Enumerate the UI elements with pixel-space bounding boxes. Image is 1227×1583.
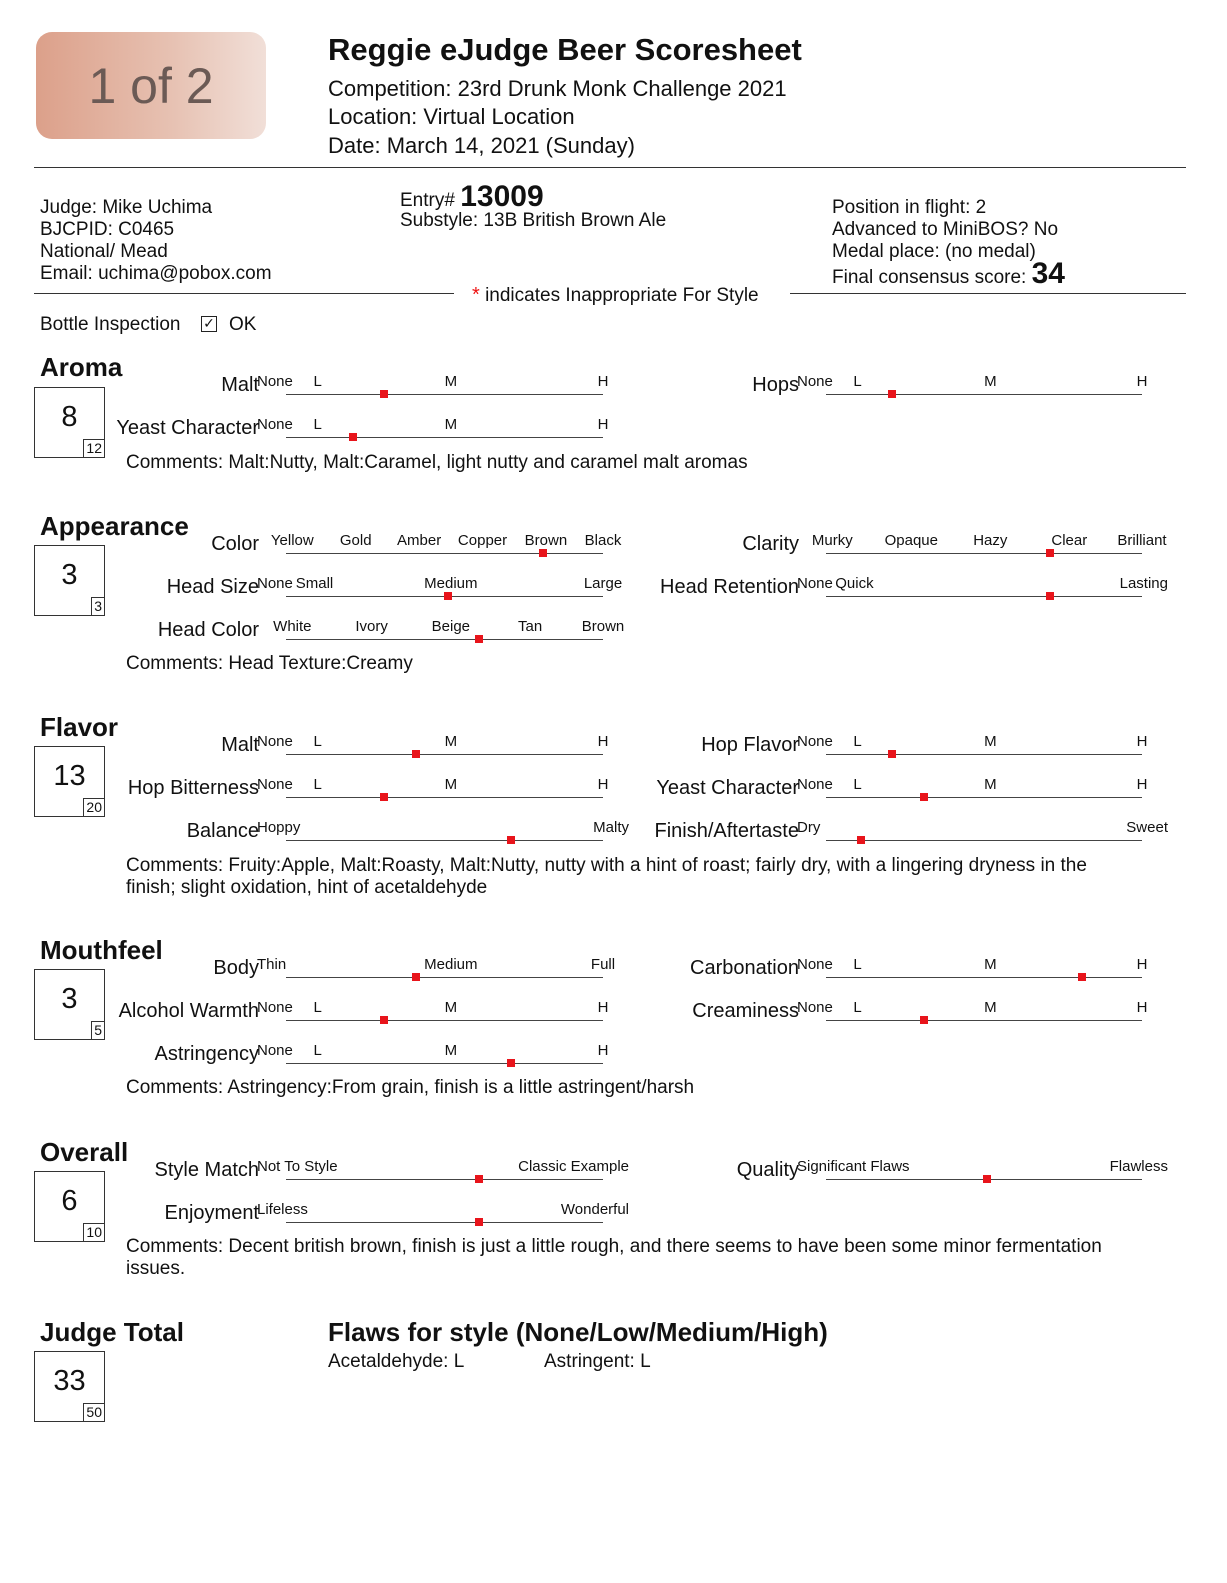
consensus-label: Final consensus score:: [832, 267, 1027, 288]
fl-yeast-marker[interactable]: [920, 793, 928, 801]
app-color-tick-brown: Brown: [524, 532, 568, 549]
ov-quality-label: Quality: [736, 1159, 799, 1181]
app-head-size-tick-none: None: [257, 575, 293, 592]
flavor-comments: Comments: Fruity:Apple, Malt:Roasty, Malt:Nutty, nutty with a hint of roast; fairly dry, with a lingering dryness in the finish; slight oxidation, hint of acetaldehyde: [126, 855, 1087, 898]
fl-hop-bitterness-marker[interactable]: [380, 793, 388, 801]
mf-carbonation-scale-line: [826, 977, 1142, 978]
fl-yeast-tick-l: L: [853, 776, 862, 793]
fl-finish-label: Finish/Aftertaste: [654, 820, 799, 842]
fl-balance-marker[interactable]: [507, 836, 515, 844]
aroma-malt-marker[interactable]: [380, 390, 388, 398]
aroma-yeast-marker[interactable]: [349, 433, 357, 441]
competition-name: Competition: 23rd Drunk Monk Challenge 2021: [328, 76, 787, 101]
appearance-comments: Comments: Head Texture:Creamy: [126, 653, 413, 674]
fl-hop-bitterness-tick-m: M: [444, 776, 458, 793]
mf-creaminess-tick-none: None: [797, 999, 833, 1016]
app-head-retention-marker[interactable]: [1046, 592, 1054, 600]
fl-hop-flavor-label: Hop Flavor: [701, 734, 799, 756]
header-divider: [34, 167, 1186, 168]
entry-number: 13009: [460, 180, 544, 213]
appearance-title: Appearance: [40, 511, 189, 541]
judge-total-title: Judge Total: [40, 1317, 184, 1347]
fl-balance-label: Balance: [186, 820, 259, 842]
mf-astringency-tick-l: L: [313, 1042, 322, 1059]
fl-balance-tick-malty: Malty: [593, 819, 629, 836]
aroma-hops-tick-none: None: [797, 373, 833, 390]
app-color-tick-gold: Gold: [339, 532, 372, 549]
app-clarity-marker[interactable]: [1046, 549, 1054, 557]
fl-hop-bitterness-tick-none: None: [257, 776, 293, 793]
aroma-yeast-tick-none: None: [257, 416, 293, 433]
app-head-retention-label: Head Retention: [660, 576, 799, 598]
fl-finish-tick-dry: Dry: [797, 819, 821, 836]
mf-astringency-tick-none: None: [257, 1042, 293, 1059]
page-badge: 1 of 2: [36, 32, 266, 139]
app-head-color-tick-tan: Tan: [517, 618, 543, 635]
app-head-retention-tick-quick: Quick: [835, 575, 874, 592]
overall-title: Overall: [40, 1137, 129, 1167]
fl-hop-bitterness-tick-l: L: [313, 776, 322, 793]
fl-yeast-scale-line: [826, 797, 1142, 798]
mf-carbonation-tick-h: H: [1136, 956, 1148, 973]
fl-yeast-tick-m: M: [984, 776, 997, 793]
ov-style-match-tick-classic-example: Classic Example: [518, 1158, 629, 1175]
aroma-hops-tick-m: M: [984, 373, 997, 390]
app-color-tick-amber: Amber: [397, 532, 442, 549]
fl-malt-marker[interactable]: [412, 750, 420, 758]
flavor-title: Flavor: [40, 712, 119, 742]
medal-place: Medal place: (no medal): [832, 241, 1036, 262]
fl-malt-tick-none: None: [257, 733, 293, 750]
app-head-color-label: Head Color: [157, 619, 259, 641]
fl-hop-flavor-tick-l: L: [853, 733, 862, 750]
legend-text: indicates Inappropriate For Style: [485, 285, 759, 306]
overall-comments: Comments: Decent british brown, finish is just a little rough, and there seems to have been some minor fermentation issues.: [126, 1236, 1102, 1279]
mf-astringency-marker[interactable]: [507, 1059, 515, 1067]
fl-malt-tick-h: H: [597, 733, 609, 750]
mf-alcohol-tick-m: M: [444, 999, 458, 1016]
judge-total-score: 33: [53, 1365, 86, 1397]
mf-carbonation-tick-none: None: [797, 956, 833, 973]
app-head-color-marker[interactable]: [475, 635, 483, 643]
fl-finish-scale-line: [826, 840, 1142, 841]
judge-email: Email: uchima@pobox.com: [40, 263, 272, 284]
app-color-marker[interactable]: [539, 549, 547, 557]
entry-info: [400, 180, 667, 232]
fl-yeast-tick-h: H: [1136, 776, 1148, 793]
ov-quality-tick-significant-flaws: Significant Flaws: [797, 1158, 910, 1175]
overall-max: 10: [83, 1223, 104, 1241]
mf-body-tick-full: Full: [590, 956, 616, 973]
style-legend: [472, 284, 759, 307]
flaws-title: Flaws for style (None/Low/Medium/High): [328, 1317, 828, 1347]
mf-body-marker[interactable]: [412, 973, 420, 981]
app-clarity-scale-line: [826, 553, 1142, 554]
consensus-score: 34: [1031, 257, 1065, 290]
flight-position: Position in flight: 2: [832, 197, 987, 218]
mf-alcohol-label: Alcohol Warmth: [118, 1000, 259, 1022]
flight-status: [832, 197, 1065, 289]
app-head-retention-tick-lasting: Lasting: [1119, 575, 1168, 592]
mf-creaminess-tick-m: M: [984, 999, 997, 1016]
fl-hop-flavor-tick-m: M: [984, 733, 997, 750]
app-head-size-tick-small: Small: [295, 575, 334, 592]
legend-rule-right: [790, 293, 1186, 294]
judge-name: Judge: Mike Uchima: [40, 197, 213, 218]
ov-style-match-marker[interactable]: [475, 1175, 483, 1183]
mf-astringency-tick-m: M: [444, 1042, 458, 1059]
mf-astringency-scale-line: [286, 1063, 603, 1064]
ov-quality-marker[interactable]: [983, 1175, 991, 1183]
legend-rule-left: [34, 293, 454, 294]
aroma-hops-scale-line: [826, 394, 1142, 395]
location: Location: Virtual Location: [328, 104, 575, 129]
ov-enjoyment-scale-line: [286, 1222, 603, 1223]
aroma-malt-label: Malt: [221, 374, 259, 396]
bottle-ok-checkbox[interactable]: [201, 316, 217, 332]
mf-creaminess-tick-h: H: [1136, 999, 1148, 1016]
app-head-retention-tick-none: None: [797, 575, 833, 592]
app-color-tick-black: Black: [584, 532, 622, 549]
mf-body-label: Body: [213, 957, 259, 979]
flaw-acetaldehyde: Acetaldehyde: L: [328, 1351, 465, 1372]
aroma-yeast-label: Yeast Character: [116, 417, 259, 439]
entry-substyle: Substyle: 13B British Brown Ale: [400, 210, 667, 231]
fl-hop-bitterness-tick-h: H: [597, 776, 609, 793]
mf-carbonation-tick-l: L: [853, 956, 862, 973]
app-head-size-tick-medium: Medium: [424, 575, 478, 592]
app-color-label: Color: [211, 533, 259, 555]
aroma-malt-tick-h: H: [597, 373, 609, 390]
app-clarity-label: Clarity: [742, 533, 799, 555]
overall-score: 6: [61, 1185, 78, 1217]
mf-alcohol-tick-l: L: [313, 999, 322, 1016]
ov-enjoyment-tick-wonderful: Wonderful: [560, 1201, 629, 1218]
app-head-color-tick-beige: Beige: [431, 618, 471, 635]
mf-body-tick-medium: Medium: [424, 956, 478, 973]
bottle-inspection: [40, 314, 180, 336]
page-title: Reggie eJudge Beer Scoresheet: [328, 32, 802, 67]
app-head-color-tick-brown: Brown: [581, 618, 625, 635]
aroma-yeast-scale-line: [286, 437, 603, 438]
fl-hop-flavor-scale-line: [826, 754, 1142, 755]
aroma-yeast-tick-h: H: [597, 416, 609, 433]
bottle-ok-label: OK: [229, 314, 257, 335]
aroma-hops-tick-l: L: [853, 373, 862, 390]
appearance-max: 3: [91, 597, 104, 615]
aroma-malt-tick-none: None: [257, 373, 293, 390]
app-head-retention-scale-line: [826, 596, 1142, 597]
ov-enjoyment-marker[interactable]: [475, 1218, 483, 1226]
mf-carbonation-marker[interactable]: [1078, 973, 1086, 981]
mf-creaminess-tick-l: L: [853, 999, 862, 1016]
ov-enjoyment-label: Enjoyment: [164, 1202, 259, 1224]
mf-astringency-tick-h: H: [597, 1042, 609, 1059]
judge-info: [40, 197, 272, 285]
mf-carbonation-label: Carbonation: [690, 957, 799, 979]
bottle-inspection-label: Bottle Inspection: [40, 314, 181, 335]
fl-hop-flavor-tick-h: H: [1136, 733, 1148, 750]
ov-enjoyment-tick-lifeless: Lifeless: [257, 1201, 308, 1218]
fl-yeast-tick-none: None: [797, 776, 833, 793]
fl-yeast-label: Yeast Character: [656, 777, 799, 799]
mf-astringency-label: Astringency: [154, 1043, 259, 1065]
flavor-max: 20: [83, 798, 104, 816]
fl-hop-flavor-tick-none: None: [797, 733, 833, 750]
app-clarity-tick-opaque: Opaque: [884, 532, 939, 549]
fl-balance-tick-hoppy: Hoppy: [257, 819, 301, 836]
app-clarity-tick-brilliant: Brilliant: [1117, 532, 1167, 549]
ov-quality-tick-flawless: Flawless: [1109, 1158, 1168, 1175]
minibos-status: Advanced to MiniBOS? No: [832, 219, 1059, 240]
app-head-color-tick-white: White: [273, 618, 312, 635]
mf-creaminess-label: Creaminess: [692, 1000, 799, 1022]
judge-bjcp-id: BJCPID: C0465: [40, 219, 175, 240]
entry-label: Entry#: [400, 190, 455, 211]
date: Date: March 14, 2021 (Sunday): [328, 133, 635, 158]
aroma-score: 8: [61, 401, 78, 433]
judge-total-score-box: [34, 1351, 105, 1422]
fl-finish-tick-sweet: Sweet: [1126, 819, 1168, 836]
fl-hop-bitterness-label: Hop Bitterness: [127, 777, 259, 799]
app-head-size-tick-large: Large: [583, 575, 623, 592]
mf-creaminess-marker[interactable]: [920, 1016, 928, 1024]
aroma-hops-marker[interactable]: [888, 390, 896, 398]
app-head-color-scale-line: [286, 639, 603, 640]
mf-alcohol-marker[interactable]: [380, 1016, 388, 1024]
mouthfeel-max: 5: [91, 1021, 104, 1039]
app-color-tick-yellow: Yellow: [270, 532, 314, 549]
mf-body-tick-thin: Thin: [257, 956, 287, 973]
aroma-malt-tick-l: L: [313, 373, 322, 390]
mf-alcohol-tick-none: None: [257, 999, 293, 1016]
ov-style-match-label: Style Match: [154, 1159, 259, 1181]
app-color-tick-copper: Copper: [457, 532, 508, 549]
ov-style-match-tick-not-to-style: Not To Style: [257, 1158, 338, 1175]
aroma-malt-tick-m: M: [444, 373, 458, 390]
mouthfeel-title: Mouthfeel: [40, 935, 163, 965]
judge-total-max: 50: [83, 1403, 104, 1421]
mouthfeel-score: 3: [61, 983, 78, 1015]
aroma-hops-tick-h: H: [1136, 373, 1148, 390]
flaw-astringent: Astringent: L: [544, 1351, 651, 1372]
app-head-color-tick-ivory: Ivory: [355, 618, 388, 635]
mf-creaminess-scale-line: [826, 1020, 1142, 1021]
app-head-size-label: Head Size: [166, 576, 259, 598]
fl-malt-tick-m: M: [444, 733, 458, 750]
legend-star: *: [472, 284, 480, 306]
app-head-size-marker[interactable]: [444, 592, 452, 600]
aroma-max: 12: [83, 439, 104, 457]
app-clarity-tick-murky: Murky: [811, 532, 853, 549]
appearance-score: 3: [61, 559, 78, 591]
mouthfeel-comments: Comments: Astringency:From grain, finish is a little astringent/harsh: [126, 1077, 695, 1098]
aroma-yeast-tick-l: L: [313, 416, 322, 433]
flavor-score: 13: [53, 760, 86, 792]
aroma-hops-label: Hops: [752, 374, 799, 396]
aroma-title: Aroma: [40, 352, 123, 382]
aroma-comments: Comments: Malt:Nutty, Malt:Caramel, light nutty and caramel malt aromas: [126, 452, 748, 473]
fl-hop-flavor-marker[interactable]: [888, 750, 896, 758]
mf-alcohol-tick-h: H: [597, 999, 609, 1016]
fl-finish-marker[interactable]: [857, 836, 865, 844]
fl-malt-label: Malt: [221, 734, 259, 756]
judge-rank: National/ Mead: [40, 241, 168, 262]
fl-malt-tick-l: L: [313, 733, 322, 750]
mf-carbonation-tick-m: M: [984, 956, 997, 973]
app-clarity-tick-clear: Clear: [1051, 532, 1088, 549]
aroma-yeast-tick-m: M: [444, 416, 458, 433]
app-clarity-tick-hazy: Hazy: [973, 532, 1008, 549]
check-icon: ✓: [203, 315, 215, 331]
